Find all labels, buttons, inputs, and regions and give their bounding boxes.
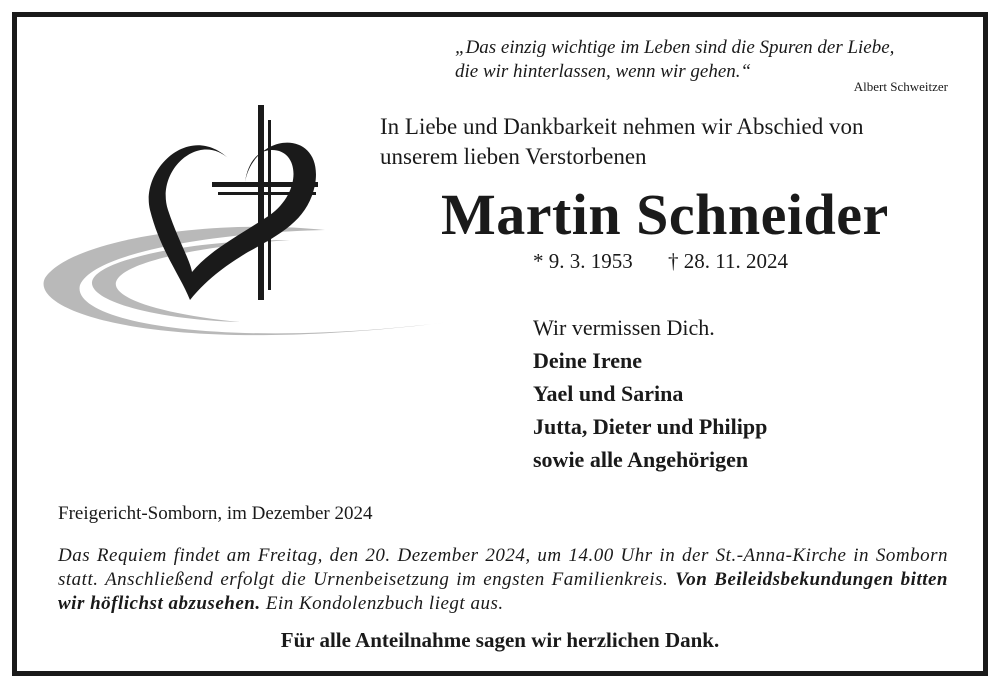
- thanks-text: Für alle Anteilnahme sagen wir herzlichen Dank.: [280, 628, 720, 652]
- quote-author: Albert Schweitzer: [853, 79, 948, 94]
- mourners-lead: Wir vermissen Dich.: [533, 315, 715, 340]
- cross-horizontal: [212, 182, 318, 187]
- mourner-name: sowie alle Angehörigen: [533, 447, 749, 472]
- intro-line-2: unserem lieben Verstorbenen: [380, 144, 647, 169]
- deceased-name: Martin Schneider: [441, 182, 889, 247]
- life-dates: [533, 249, 788, 274]
- intro-text: [380, 112, 960, 172]
- death-date: † 28. 11. 2024: [668, 249, 788, 273]
- cross-vertical: [258, 105, 264, 300]
- mourner-name: Deine Irene: [533, 348, 642, 373]
- birth-date: * 9. 3. 1953: [533, 249, 633, 273]
- place-date: Freigericht-Somborn, im Dezember 2024: [58, 503, 373, 524]
- mourners-block: [533, 311, 767, 476]
- requiem-tail: Ein Kondolenzbuch liegt aus.: [265, 593, 504, 614]
- quote-text: [455, 36, 948, 84]
- mourner-name: Yael und Sarina: [533, 381, 684, 406]
- quote-line-2: die wir hinterlassen, wenn wir gehen.“: [455, 61, 752, 82]
- requiem-text: [58, 544, 948, 616]
- requiem-bold: Von Beileidsbekundungen bitten wir höflichst abzusehen.: [58, 569, 949, 614]
- requiem-main: Das Requiem findet am Freitag, den 20. Dezember 2024, um 14.00 Uhr in der St.-Anna-Kirche in Somborn statt. Anschließend erfolgt die Urnenbeisetzung im engsten Familienkreis.: [58, 545, 948, 590]
- heart-shape: [149, 143, 316, 300]
- intro-line-1: In Liebe und Dankbarkeit nehmen wir Abschied von: [380, 114, 864, 139]
- cross-horizontal-2: [218, 192, 316, 195]
- mourner-name: Jutta, Dieter und Philipp: [533, 414, 768, 439]
- cross-vertical-2: [268, 120, 271, 290]
- quote-line-1: „Das einzig wichtige im Leben sind die Spuren der Liebe,: [455, 37, 895, 58]
